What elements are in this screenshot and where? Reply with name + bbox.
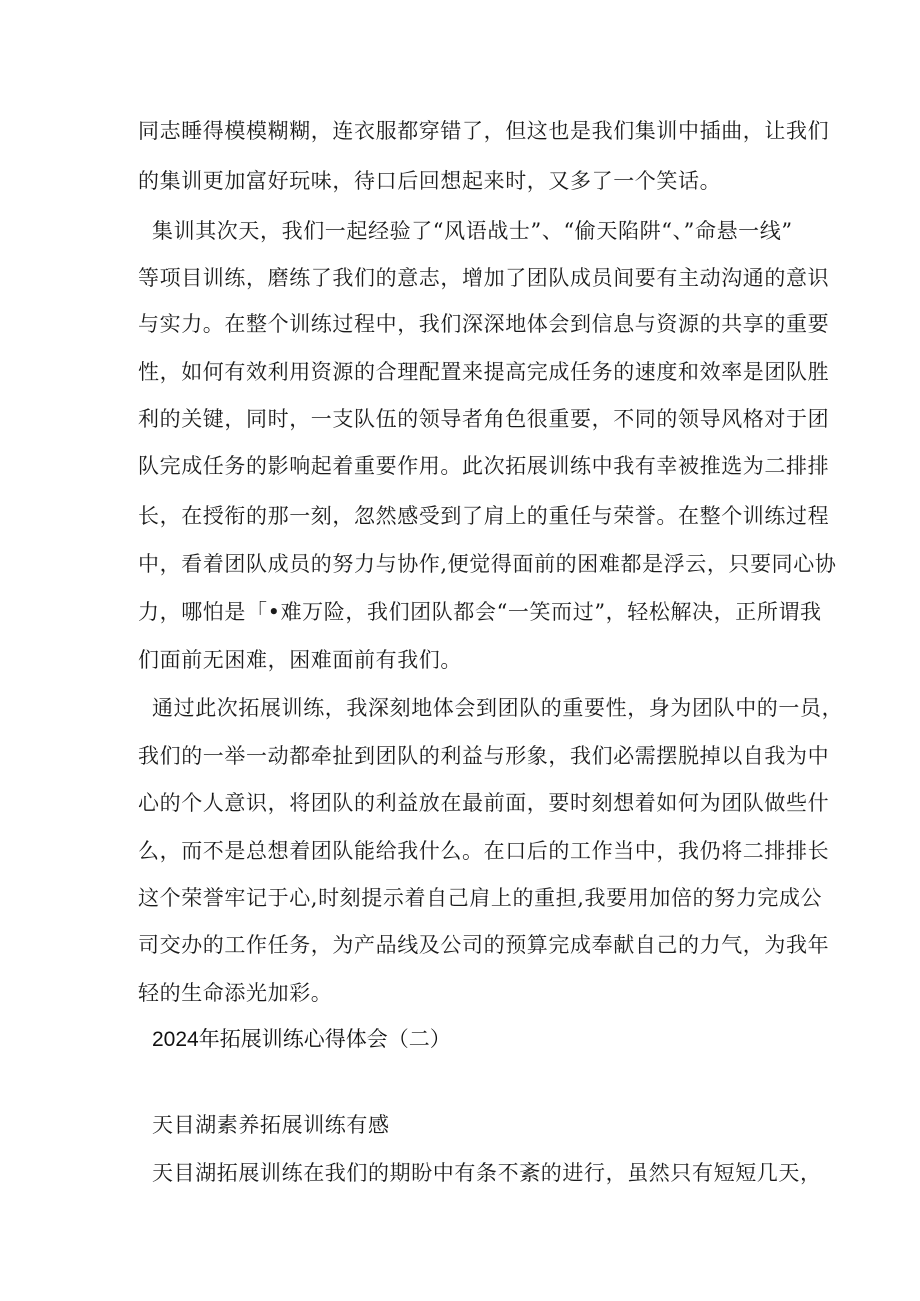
paragraph-line: 同志睡得模模糊糊，连衣服都穿错了，但这也是我们集训中插曲，让我们 (138, 119, 830, 143)
paragraph-line: 通过此次拓展训练，我深刻地体会到团队的重要性，身为团队中的一员， (152, 696, 844, 720)
paragraph-line: 利的关键，同时，一支队伍的领导者角色很重要，不同的领导风格对于团 (138, 407, 830, 431)
paragraph-line: 这个荣誉牢记于心,时刻提示着自己肩上的重担,我要用加倍的努力完成公 (138, 886, 823, 910)
paragraph-line: 集训其次天，我们一起经验了“风语战士”、“偷天陷阱“、”命悬一线” (152, 219, 793, 243)
paragraph-line: 等项目训练，磨练了我们的意志，增加了团队成员间要有主动沟通的意识 (138, 266, 830, 290)
paragraph-line: 性，如何有效利用资源的合理配置来提高完成任务的速度和效率是团队胜 (138, 360, 830, 384)
paragraph-line: 司交办的工作任务，为产品线及公司的预算完成奉献自己的力气，为我年 (138, 933, 830, 957)
paragraph-line: 力，哪怕是「•难万险，我们团队都会“一笑而过”，轻松解决，正所谓我 (138, 600, 822, 624)
paragraph-line: 与实力。在整个训练过程中，我们深深地体会到信息与资源的共享的重要 (138, 312, 830, 336)
paragraph-line: 中，看着团队成员的努力与协作,便觉得面前的困难都是浮云，只要同心协 (138, 552, 837, 576)
subtitle: 天目湖素养拓展训练有感 (152, 1113, 390, 1137)
paragraph-line: 么，而不是总想着团队能给我什么。在口后的工作当中，我仍将二排排长 (138, 839, 830, 863)
paragraph-line: 轻的生命添光加彩。 (138, 981, 333, 1005)
paragraph-line: 心的个人意识，将团队的利益放在最前面，要时刻想着如何为团队做些什 (138, 791, 830, 815)
paragraph-line: 我们的一举一动都牵扯到团队的利益与形象，我们必需摆脱掉以自我为中 (138, 744, 830, 768)
paragraph-line: 们面前无困难，困难面前有我们。 (138, 648, 462, 672)
paragraph-line: 队完成任务的影响起着重要作用。此次拓展训练中我有幸被推选为二排排 (138, 454, 830, 478)
paragraph-line: 的集训更加富好玩味，待口后回想起来时，又多了一个笑话。 (138, 169, 722, 193)
section-heading: 2024年拓展训练心得体会（二） (152, 1028, 451, 1051)
paragraph-line: 天目湖拓展训练在我们的期盼中有条不紊的进行，虽然只有短短几天， (152, 1161, 822, 1185)
paragraph-line: 长，在授衔的那一刻，忽然感受到了肩上的重任与荣誉。在整个训练过程 (138, 504, 830, 528)
